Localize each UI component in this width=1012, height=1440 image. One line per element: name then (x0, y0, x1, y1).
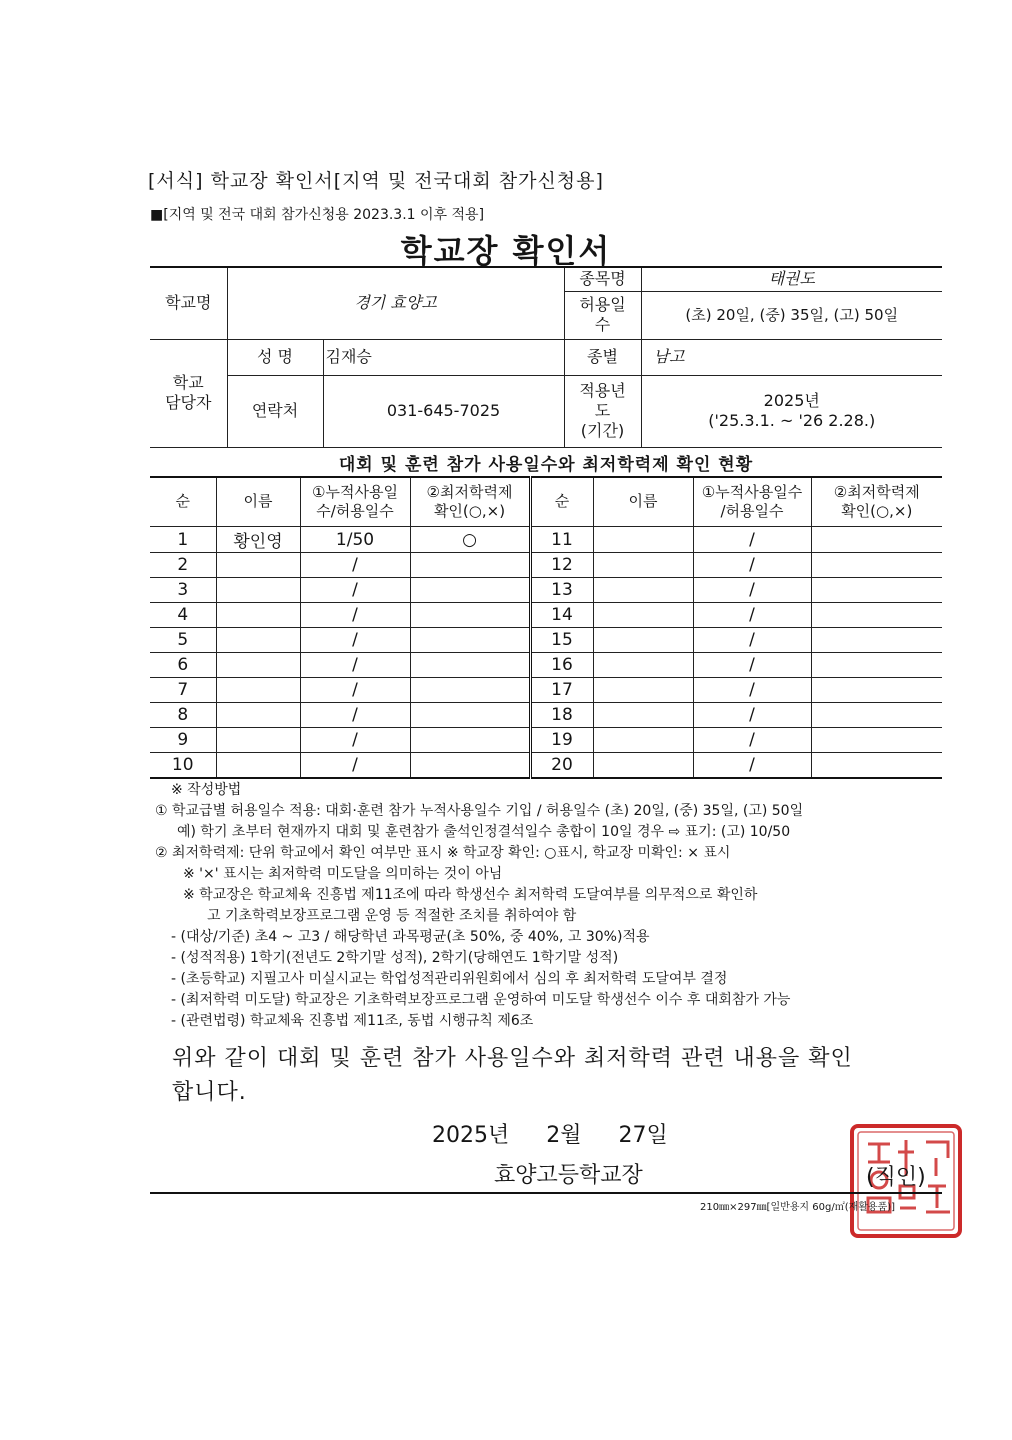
row-name (216, 578, 300, 603)
table-row (150, 628, 942, 653)
row-no-right: 12 (530, 553, 593, 578)
row-check-right (811, 728, 942, 753)
row-days: / (300, 703, 410, 728)
row-name-right (593, 753, 693, 779)
table-row (150, 678, 942, 703)
status-title: 대회 및 훈련 참가 사용일수와 최저학력제 확인 현황 (338, 455, 754, 475)
row-days-right: / (693, 603, 811, 628)
row-name (216, 628, 300, 653)
date-year: 2025년 (432, 1123, 510, 1148)
row-no-right: 13 (530, 578, 593, 603)
row-no: 7 (150, 678, 216, 703)
header-days-right: ①누적사용일수 /허용일수 (693, 477, 811, 527)
row-name-right (593, 678, 693, 703)
row-name (216, 653, 300, 678)
table-row (150, 703, 942, 728)
table-row (150, 653, 942, 678)
row-no: 10 (150, 753, 216, 779)
row-name-right (593, 703, 693, 728)
name-value: 김재승 (323, 339, 564, 375)
period-label: 적용년 도 (기간) (564, 375, 641, 447)
row-check-right (811, 527, 942, 553)
row-name (216, 728, 300, 753)
row-check (410, 603, 530, 628)
row-days-right: / (693, 653, 811, 678)
row-check-right (811, 653, 942, 678)
row-check: ○ (410, 527, 530, 553)
table-row (150, 603, 942, 628)
row-days-right: / (693, 678, 811, 703)
instruction-item-2: ② 최저학력제: 단위 학교에서 확인 여부만 표시 ※ 학교장 확인: ○표시, 학교장 미확인: × 표시 (155, 845, 731, 861)
info-table (150, 266, 942, 448)
row-name-right (593, 628, 693, 653)
header-name-right: 이름 (593, 477, 693, 527)
form-title: [서식] 학교장 확인서[지역 및 전국대회 참가신청용] (148, 170, 604, 192)
row-no: 4 (150, 603, 216, 628)
row-days: / (300, 628, 410, 653)
row-no: 1 (150, 527, 216, 553)
header-no-right: 순 (530, 477, 593, 527)
row-no: 6 (150, 653, 216, 678)
row-no-right: 17 (530, 678, 593, 703)
seal-label: (직인) (866, 1165, 926, 1190)
row-check-right (811, 553, 942, 578)
header-academic: ②최저학력제 확인(○,×) (410, 477, 530, 527)
row-days: / (300, 653, 410, 678)
row-name (216, 678, 300, 703)
manager-label: 학교 담당자 (150, 339, 227, 447)
confirmation-line-2: 합니다. (172, 1080, 247, 1105)
row-check-right (811, 603, 942, 628)
status-table (150, 476, 942, 779)
row-name: 황인영 (216, 527, 300, 553)
row-name (216, 753, 300, 779)
date-month: 2월 (546, 1123, 582, 1148)
row-days: / (300, 728, 410, 753)
row-days-right: / (693, 628, 811, 653)
row-no: 5 (150, 628, 216, 653)
instruction-example: 예) 학기 초부터 현재까지 대회 및 훈련참가 출석인정결석일수 총합이 10일 경우 ⇨ 표기: (고) 10/50 (177, 824, 791, 840)
row-no: 8 (150, 703, 216, 728)
row-no: 9 (150, 728, 216, 753)
row-check-right (811, 753, 942, 779)
row-days-right: / (693, 728, 811, 753)
contact-value: 031-645-7025 (323, 375, 564, 447)
row-no-right: 19 (530, 728, 593, 753)
contact-label: 연락처 (227, 375, 323, 447)
detail-item: - (초등학교) 지필고사 미실시교는 학업성적관리위원회에서 심의 후 최저학력 도달여부 결정 (171, 971, 728, 987)
row-no: 3 (150, 578, 216, 603)
gender-label: 종별 (564, 339, 641, 375)
row-days-right: / (693, 553, 811, 578)
table-row (150, 527, 942, 553)
row-days-right: / (693, 578, 811, 603)
instruction-item-1: ① 학교급별 허용일수 적용: 대회·훈련 참가 누적사용일수 기입 / 허용일수 (초) 20일, (중) 35일, (고) 50일 (155, 803, 804, 819)
row-days-right: / (693, 527, 811, 553)
row-name (216, 603, 300, 628)
row-days: / (300, 578, 410, 603)
detail-item: - (관련법령) 학교체육 진흥법 제11조, 동법 시행규칙 제6조 (171, 1013, 534, 1029)
row-no-right: 15 (530, 628, 593, 653)
table-row (150, 553, 942, 578)
row-no-right: 16 (530, 653, 593, 678)
row-days: / (300, 678, 410, 703)
row-days: / (300, 553, 410, 578)
form-subtitle: ■[지역 및 전국 대회 참가신청용 2023.3.1 이후 적용] (150, 207, 485, 223)
row-check (410, 753, 530, 779)
header-name: 이름 (216, 477, 300, 527)
row-no-right: 14 (530, 603, 593, 628)
days-value: (초) 20일, (중) 35일, (고) 50일 (641, 291, 942, 339)
table-row (150, 728, 942, 753)
page-title: 학교장 확인서 (400, 232, 612, 270)
row-name-right (593, 653, 693, 678)
row-name-right (593, 578, 693, 603)
paper-spec: 210㎜×297㎜[일반용지 60g/㎡(재활용품)] (700, 1202, 896, 1213)
row-name-right (593, 728, 693, 753)
header-no: 순 (150, 477, 216, 527)
row-check (410, 678, 530, 703)
header-days: ①누적사용일 수/허용일수 (300, 477, 410, 527)
signature-date (432, 1118, 698, 1149)
period-value: 2025년 ('25.3.1. ~ '26 2.28.) (641, 375, 942, 447)
row-days: 1/50 (300, 527, 410, 553)
row-name-right (593, 553, 693, 578)
principal-name: 효양고등학교장 (494, 1163, 643, 1188)
row-check-right (811, 628, 942, 653)
row-no: 2 (150, 553, 216, 578)
row-days-right: / (693, 753, 811, 779)
row-check (410, 703, 530, 728)
instructions-heading: ※ 작성방법 (171, 782, 242, 798)
row-check (410, 653, 530, 678)
row-days-right: / (693, 703, 811, 728)
instructions (155, 780, 955, 1032)
gender-value: 남고 (641, 339, 942, 375)
row-name (216, 553, 300, 578)
detail-item: - (성적적용) 1학기(전년도 2학기말 성적), 2학기(당해연도 1학기말 성적) (171, 950, 619, 966)
header-academic-right: ②최저학력제 확인(○,×) (811, 477, 942, 527)
days-label: 허용일 수 (564, 291, 641, 339)
row-check (410, 578, 530, 603)
row-no-right: 18 (530, 703, 593, 728)
confirmation-text (172, 1042, 942, 1110)
sport-label: 종목명 (564, 267, 641, 291)
row-check (410, 553, 530, 578)
row-check (410, 628, 530, 653)
detail-item: - (최저학력 미도달) 학교장은 기초학력보장프로그램 운영하여 미도달 학생선수 이수 후 대회참가 가능 (171, 992, 791, 1008)
sport-value: 태권도 (641, 267, 942, 291)
school-value: 경기 효양고 (227, 267, 564, 339)
row-check-right (811, 703, 942, 728)
row-check-right (811, 578, 942, 603)
instruction-note-b: ※ 학교장은 학교체육 진흥법 제11조에 따라 학생선수 최저학력 도달여부를 의무적으로 확인하 (183, 887, 758, 903)
row-name-right (593, 527, 693, 553)
instruction-note-b-cont: 고 기초학력보장프로그램 운영 등 적절한 조치를 취하여야 함 (207, 908, 577, 924)
row-no-right: 11 (530, 527, 593, 553)
row-name (216, 703, 300, 728)
row-name-right (593, 603, 693, 628)
name-label: 성 명 (227, 339, 323, 375)
footer-divider (150, 1192, 942, 1194)
row-days: / (300, 753, 410, 779)
instruction-note-a: ※ '×' 표시는 최저학력 미도달을 의미하는 것이 아님 (183, 866, 503, 882)
row-days: / (300, 603, 410, 628)
school-label: 학교명 (150, 267, 227, 339)
row-check-right (811, 678, 942, 703)
table-row (150, 753, 942, 779)
confirmation-line-1: 위와 같이 대회 및 훈련 참가 사용일수와 최저학력 관련 내용을 확인 (172, 1046, 853, 1071)
row-check (410, 728, 530, 753)
date-day: 27일 (618, 1123, 668, 1148)
detail-item: - (대상/기준) 초4 ~ 고3 / 해당학년 과목평균(초 50%, 중 40%, 고 30%)적용 (171, 929, 650, 945)
row-no-right: 20 (530, 753, 593, 779)
table-row (150, 578, 942, 603)
